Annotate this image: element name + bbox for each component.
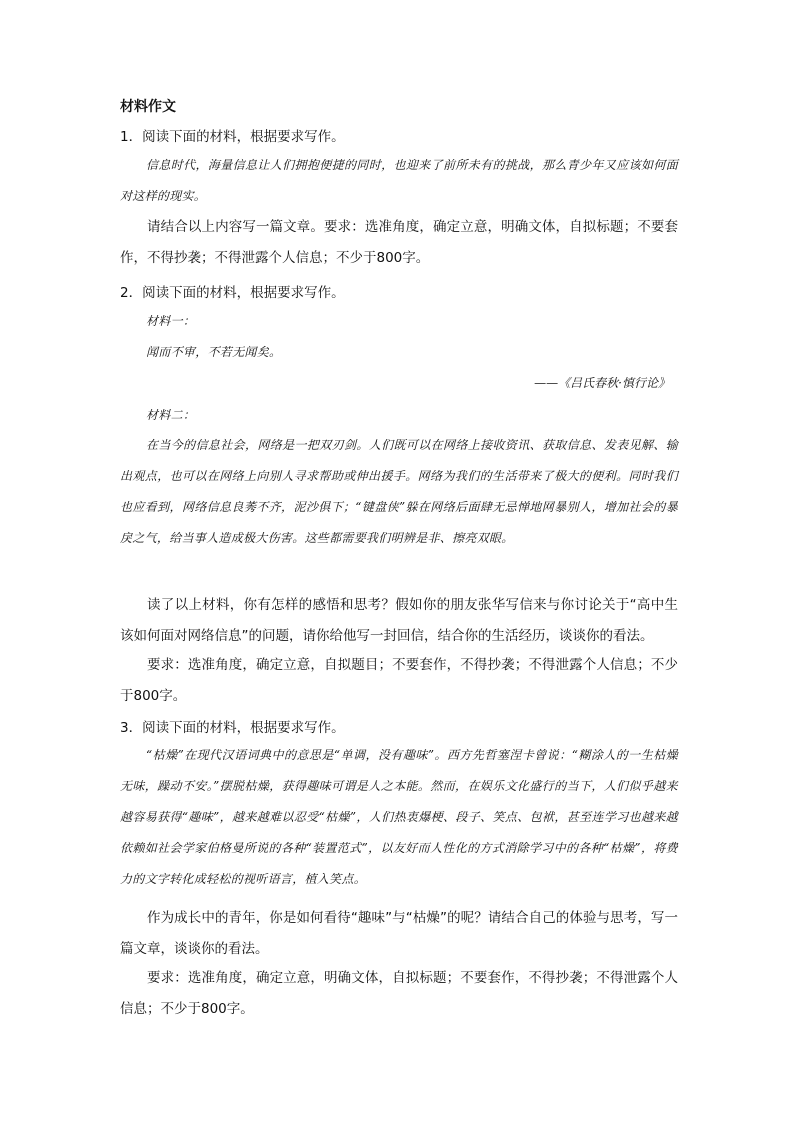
material-1-label: 材料一： bbox=[146, 314, 196, 328]
material-1-text: 闻而不审，不若无闻矣。 bbox=[146, 345, 282, 359]
section-heading: 材料作文 bbox=[120, 99, 176, 115]
question-1-material: 信息时代，海量信息让人们拥抱便捷的同时，也迎来了前所未有的挑战，那么青少年又应该如何面对这样的现实。 bbox=[120, 158, 678, 203]
material-1-source: ——《吕氏春秋·慎行论》 bbox=[534, 376, 670, 390]
question-3-material: “枯燥”在现代汉语词典中的意思是“单调，没有趣味”。西方先哲塞涅卡曾说：“糊涂人的一生枯燥无味，躁动不安。”摆脱枯燥，获得趣味可谓是人之本能。然而，在娱乐文化盛行的当下，人们似乎越来越容易获得“趣味”，越来越难以忍受“枯燥”，人们热衷爆梗、段子、笑点、包袱，甚至连学习也越来越依赖如社会学家伯格曼所说的各种“装置范式”，以友好而人性化的方式消除学习中的各种“枯燥”，将费力的文字转化成轻松的视听语言，植入笑点。 bbox=[120, 748, 678, 886]
question-1-prompt: 1．阅读下面的材料，根据要求写作。 bbox=[120, 129, 345, 145]
question-1-requirement: 请结合以上内容写一篇文章。要求：选准角度，确定立意，明确文体，自拟标题；不要套作，不得抄袭；不得泄露个人信息；不少于800字。 bbox=[120, 219, 678, 266]
question-3-requirement: 要求：选准角度，确定立意，明确文体，自拟标题；不要套作，不得抄袭；不得泄露个人信息；不少于800字。 bbox=[120, 970, 678, 1017]
material-2-text: 在当今的信息社会，网络是一把双刃剑。人们既可以在网络上接收资讯、获取信息、发表见解、输出观点，也可以在网络上向别人寻求帮助或伸出援手。网络为我们的生活带来了极大的便利。同时我们也应看到，网络信息良莠不齐，泥沙俱下；“键盘侠”躲在网络后面肆无忌惮地网暴别人，增加社会的暴戾之气，给当事人造成极大伤害。这些都需要我们明辨是非、擦亮双眼。 bbox=[120, 438, 678, 545]
question-2-task: 读了以上材料，你有怎样的感悟和思考？假如你的朋友张华写信来与你讨论关于“高中生该如何面对网络信息”的问题，请你给他写一封回信，结合你的生活经历，谈谈你的看法。 bbox=[120, 597, 678, 644]
question-2-requirement: 要求：选准角度，确定立意，自拟题目；不要套作，不得抄袭；不得泄露个人信息；不少于800字。 bbox=[120, 657, 678, 704]
question-3-task: 作为成长中的青年，你是如何看待“趣味”与“枯燥”的呢？请结合自己的体验与思考，写一篇文章，谈谈你的看法。 bbox=[120, 910, 678, 957]
question-2-prompt: 2．阅读下面的材料，根据要求写作。 bbox=[120, 285, 345, 301]
material-2-label: 材料二： bbox=[146, 408, 196, 422]
question-3-prompt: 3．阅读下面的材料，根据要求写作。 bbox=[120, 720, 345, 736]
